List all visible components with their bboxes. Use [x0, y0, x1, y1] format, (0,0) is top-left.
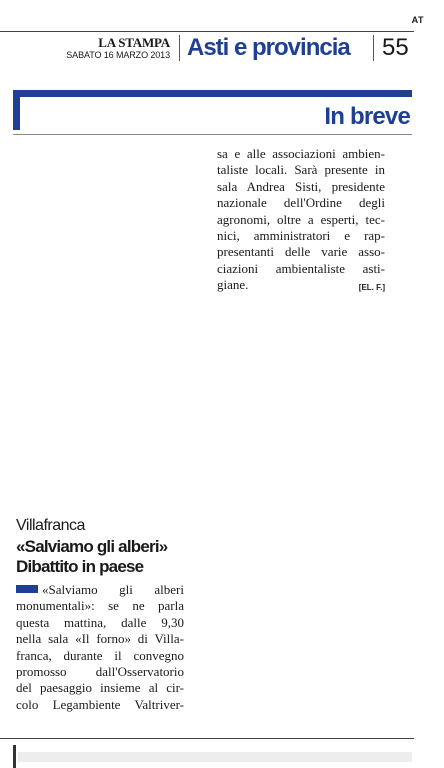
text-line: agronomi, oltre a esperti, tec-	[217, 211, 385, 227]
edition-code: AT	[411, 15, 424, 25]
issue-date: SABATO 16 MARZO 2013	[66, 50, 170, 60]
in-breve-frame-top	[13, 90, 412, 97]
in-breve-title: In breve	[324, 103, 410, 130]
page-number: 55	[382, 34, 409, 61]
article-subheadline: Dibattito in paese	[16, 557, 144, 576]
text-line	[16, 582, 184, 598]
text-line: colo Legambiente Valtriver-	[16, 696, 184, 712]
text-line: questa mattina, dalle 9,30	[16, 614, 184, 630]
text-line-start: «Salviamo gli alberi	[42, 582, 184, 597]
in-breve-frame-left	[13, 90, 20, 130]
masthead: LA STAMPA	[98, 35, 170, 50]
bottom-rule	[0, 738, 414, 739]
article-kicker: Villafranca	[16, 517, 85, 534]
lead-marker-icon	[16, 585, 38, 593]
text-line: sa e alle associazioni ambien-	[217, 146, 385, 161]
text-line: presentanti delle varie asso-	[217, 244, 385, 260]
text-line: nella sala «Il forno» di Villa-	[16, 631, 184, 647]
text-line: sala Andrea Sisti, presidente	[217, 178, 385, 194]
next-article-band	[18, 752, 412, 762]
bottom-frame-left	[13, 745, 16, 768]
text-line: monumentali»: se ne parla	[16, 598, 184, 614]
in-breve-body	[217, 146, 385, 297]
text-line: taliste locali. Sarà presente in	[217, 162, 385, 178]
text-line: nici, amministratori e rap-	[217, 228, 385, 244]
article-body	[16, 582, 184, 713]
text-line: nazionale dell'Ordine degli	[217, 195, 385, 211]
article-headline: «Salviamo gli alberi»	[16, 537, 168, 556]
header-separator	[373, 35, 374, 61]
section-title: Asti e provincia	[187, 34, 350, 61]
text-line: promosso dall'Osservatorio	[16, 664, 184, 680]
text-line: franca, durante il convegno	[16, 647, 184, 663]
author-signature: [EL. F.]	[358, 283, 385, 293]
text-line: del paesaggio insieme al cir-	[16, 680, 184, 696]
header-separator	[179, 35, 180, 61]
in-breve-rule	[13, 134, 412, 135]
text-line: ciazioni ambientaliste asti-	[217, 260, 385, 276]
text-line	[217, 277, 385, 293]
text-line-end: giane.	[217, 277, 249, 293]
